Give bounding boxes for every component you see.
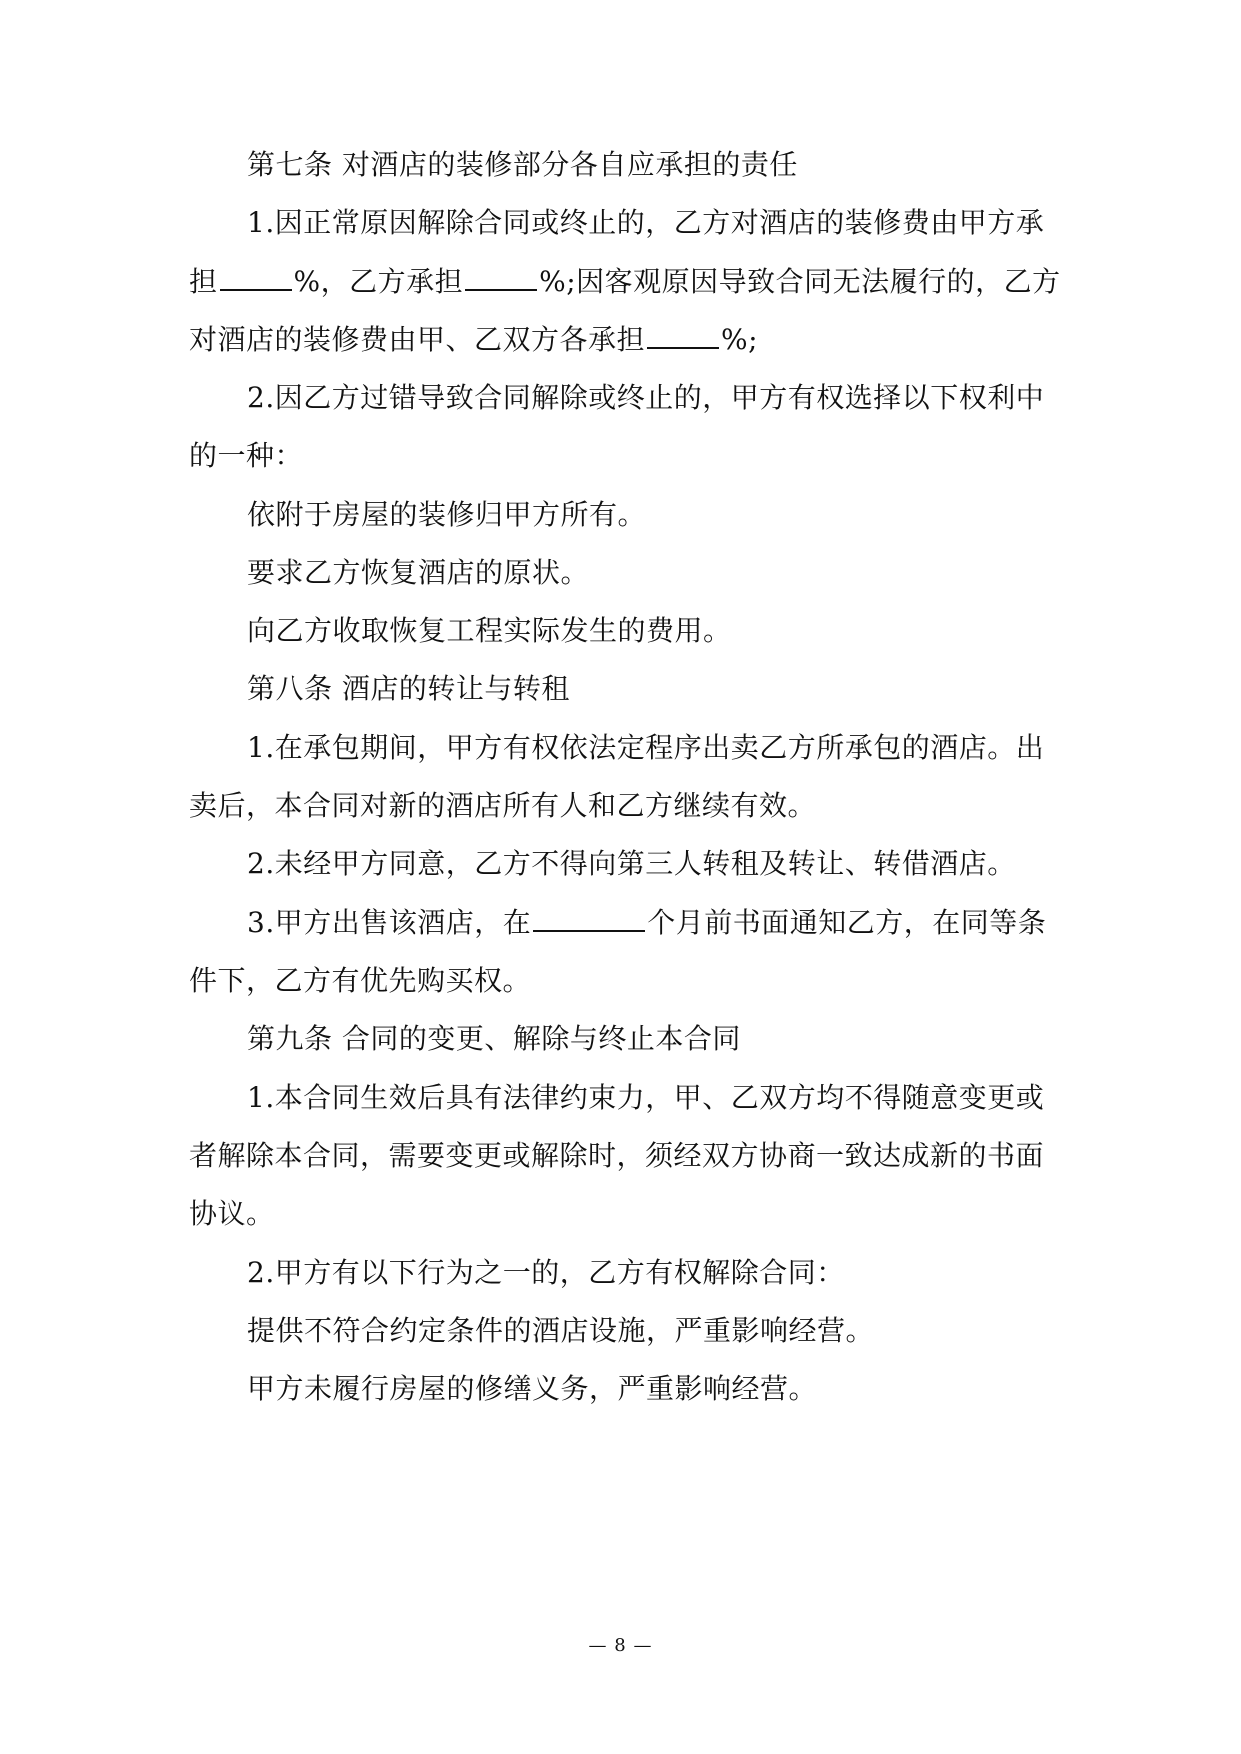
article-7-title-text: 第七条 对酒店的装修部分各自应承担的责任: [247, 148, 798, 181]
clause-text: 2.未经甲方同意，乙方不得向第三人转租及转让、转借酒店。: [247, 847, 1016, 880]
article-7-clause-2-line-1: [0, 378, 1241, 418]
article-8-clause-3-line-2: [0, 961, 1241, 1001]
clause-text: 个月前书面通知乙方，在同等条: [647, 906, 1047, 939]
clause-text: 卖后，本合同对新的酒店所有人和乙方继续有效。: [189, 789, 817, 822]
article-7-option-1: [0, 495, 1241, 535]
article-7-option-3: [0, 611, 1241, 651]
article-9-clause-1-line-1: [0, 1078, 1241, 1118]
article-7-title: [0, 145, 1241, 185]
article-8-title-text: 第八条 酒店的转让与转租: [247, 672, 570, 705]
clause-text: 2.甲方有以下行为之一的，乙方有权解除合同：: [247, 1256, 845, 1289]
option-text: 提供不符合约定条件的酒店设施，严重影响经营。: [247, 1314, 875, 1347]
clause-text: 的一种：: [189, 439, 304, 472]
clause-text: 担: [189, 265, 218, 298]
article-7-clause-1-line-1: [0, 203, 1241, 243]
article-9-option-2: [0, 1369, 1241, 1409]
article-9-title-text: 第九条 合同的变更、解除与终止本合同: [247, 1022, 741, 1055]
clause-text: 1.本合同生效后具有法律约束力，甲、乙双方均不得随意变更或: [247, 1081, 1045, 1114]
clause-text: 3.甲方出售该酒店，在: [247, 906, 532, 939]
article-7-clause-1-line-2: [0, 262, 1241, 302]
option-text: 要求乙方恢复酒店的原状。: [247, 556, 590, 589]
clause-text: 2.因乙方过错导致合同解除或终止的，甲方有权选择以下权利中: [247, 381, 1045, 414]
clause-text: 1.在承包期间，甲方有权依法定程序出卖乙方所承包的酒店。出: [247, 731, 1045, 764]
option-text: 向乙方收取恢复工程实际发生的费用。: [247, 614, 732, 647]
article-9-option-1: [0, 1311, 1241, 1351]
clause-text: %;: [721, 323, 759, 356]
blank-field[interactable]: [647, 323, 719, 349]
article-9-title: [0, 1019, 1241, 1059]
blank-field[interactable]: [533, 906, 645, 932]
article-8-clause-1-line-1: [0, 728, 1241, 768]
article-9-clause-1-line-2: [0, 1136, 1241, 1176]
clause-text: 者解除本合同，需要变更或解除时，须经双方协商一致达成新的书面: [189, 1139, 1045, 1172]
clause-text: %;因客观原因导致合同无法履行的，乙方: [539, 265, 1061, 298]
article-9-clause-2: [0, 1253, 1241, 1293]
clause-text: %，乙方承担: [293, 265, 464, 298]
article-8-clause-2: [0, 844, 1241, 884]
clause-text: 1.因正常原因解除合同或终止的，乙方对酒店的装修费由甲方承: [247, 206, 1045, 239]
clause-text: 协议。: [189, 1197, 275, 1230]
article-8-clause-1-line-2: [0, 786, 1241, 826]
clause-text: 对酒店的装修费由甲、乙双方各承担: [189, 323, 646, 356]
article-8-clause-3-line-1: [0, 903, 1241, 943]
article-7-option-2: [0, 553, 1241, 593]
clause-text: 件下，乙方有优先购买权。: [189, 964, 532, 997]
blank-field[interactable]: [220, 265, 292, 291]
option-text: 甲方未履行房屋的修缮义务，严重影响经营。: [247, 1372, 818, 1405]
article-9-clause-1-line-3: [0, 1194, 1241, 1234]
page-number: — 8 —: [588, 1635, 653, 1656]
article-8-title: [0, 669, 1241, 709]
blank-field[interactable]: [465, 265, 537, 291]
article-7-clause-2-line-2: [0, 436, 1241, 476]
option-text: 依附于房屋的装修归甲方所有。: [247, 498, 647, 531]
article-7-clause-1-line-3: [0, 320, 1241, 360]
